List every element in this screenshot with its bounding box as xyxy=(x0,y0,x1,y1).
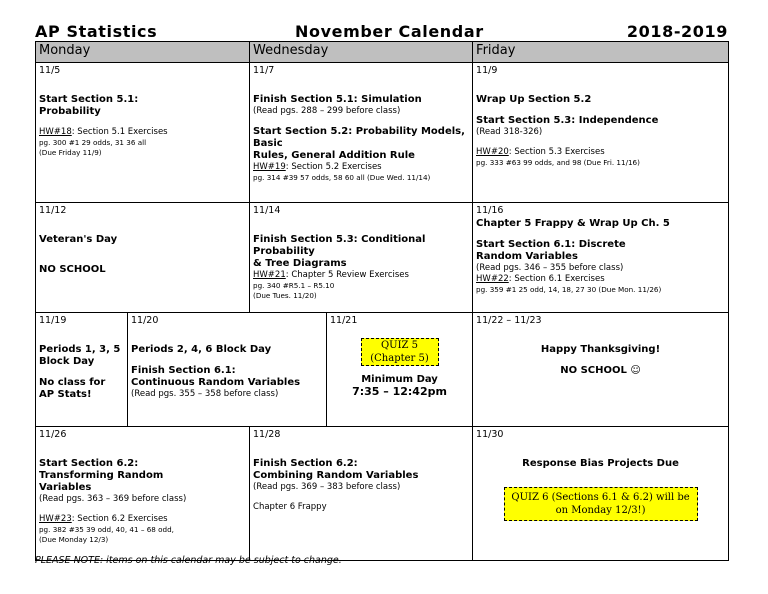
cell-note: Chapter 6 Frappy xyxy=(253,502,327,512)
cell-topic: Finish Section 5.1: Simulation xyxy=(253,94,422,105)
cell-topic: Rules, General Addition Rule xyxy=(253,150,415,161)
hw-pages: pg. 300 #1 29 odds, 31 36 all xyxy=(39,138,147,147)
day-cell xyxy=(128,313,327,427)
cell-date: 11/16 xyxy=(476,205,504,216)
hw-text: : Chapter 5 Review Exercises xyxy=(285,270,409,280)
cell-topic: Finish Section 6.2: xyxy=(253,458,358,469)
cell-topic: Combining Random Variables xyxy=(253,470,419,481)
quiz-label: QUIZ 6 (Sections 6.1 & 6.2) will be xyxy=(511,492,690,503)
page-title: November Calendar xyxy=(295,22,484,41)
col-header-monday: Monday xyxy=(36,42,250,63)
day-cell xyxy=(473,313,729,427)
quiz-box xyxy=(361,338,439,366)
cell-topic: Variables xyxy=(39,482,92,493)
reading: (Read pgs. 288 – 299 before class) xyxy=(253,106,401,116)
col-header-wednesday: Wednesday xyxy=(250,42,473,63)
cell-date: 11/22 – 11/23 xyxy=(476,315,542,326)
quiz-detail: (Chapter 5) xyxy=(370,353,429,364)
cell-topic: Happy Thanksgiving! xyxy=(540,344,661,355)
day-cell xyxy=(250,203,473,313)
cell-topic: Finish Section 6.1: xyxy=(131,365,236,376)
cell-date: 11/20 xyxy=(131,315,159,326)
cell-topic: Chapter 5 Frappy & Wrap Up Ch. 5 xyxy=(476,218,670,229)
day-cell xyxy=(250,63,473,203)
hw-label: HW#21 xyxy=(253,270,286,280)
week-row xyxy=(36,313,729,427)
hw-text: : Section 6.2 Exercises xyxy=(71,514,168,524)
cell-topic: Continuous Random Variables xyxy=(131,377,301,388)
hw-label: HW#18 xyxy=(39,127,72,137)
hw-label: HW#19 xyxy=(253,162,286,172)
hw-pages: pg. 382 #35 39 odd, 40, 41 – 68 odd, xyxy=(39,525,174,534)
day-cell xyxy=(473,203,729,313)
week-row xyxy=(36,427,729,561)
reading: (Read pgs. 363 – 369 before class) xyxy=(39,494,187,504)
week-row xyxy=(36,203,729,313)
hw-text: : Section 5.1 Exercises xyxy=(71,127,168,137)
cell-topic: Periods 1, 3, 5 xyxy=(39,344,121,355)
reading: (Read 318-326) xyxy=(476,127,543,137)
hw-label: HW#20 xyxy=(476,147,509,157)
week-row xyxy=(36,63,729,203)
cell-topic: Response Bias Projects Due xyxy=(522,458,679,469)
cell-date: 11/9 xyxy=(476,65,498,76)
reading: (Read pgs. 369 – 383 before class) xyxy=(253,482,401,492)
cell-topic: Start Section 5.1: xyxy=(39,94,139,105)
cell-topic: Random Variables xyxy=(476,251,578,262)
calendar-table xyxy=(35,41,729,561)
quiz-detail: on Monday 12/3!) xyxy=(555,505,646,516)
hw-text: : Section 6.1 Exercises xyxy=(508,274,605,284)
cell-date: 11/19 xyxy=(39,315,67,326)
quiz-label: QUIZ 5 xyxy=(380,340,419,351)
cell-topic: Veteran's Day xyxy=(39,234,118,245)
cell-topic: NO SCHOOL ☺ xyxy=(560,365,641,376)
day-cell xyxy=(36,203,250,313)
cell-topic: & Tree Diagrams xyxy=(253,258,347,269)
cell-topic: 7:35 – 12:42pm xyxy=(352,385,447,398)
day-cell xyxy=(36,313,128,427)
day-cell xyxy=(250,427,473,561)
cell-date: 11/26 xyxy=(39,429,67,440)
cell-topic: Start Section 5.3: Independence xyxy=(476,115,659,126)
cell-topic: No class for xyxy=(39,377,106,388)
day-cell xyxy=(36,427,250,561)
reading: (Read pgs. 355 – 358 before class) xyxy=(131,389,279,399)
cell-date: 11/12 xyxy=(39,205,67,216)
hw-label: HW#22 xyxy=(476,274,509,284)
header-row xyxy=(36,42,729,63)
course-title: AP Statistics xyxy=(35,22,158,41)
hw-label: HW#23 xyxy=(39,514,72,524)
day-cell xyxy=(473,63,729,203)
cell-topic: NO SCHOOL xyxy=(39,264,106,275)
school-year: 2018-2019 xyxy=(626,22,728,41)
hw-text: : Section 5.2 Exercises xyxy=(285,162,382,172)
day-cell xyxy=(327,313,473,427)
hw-due: (Due Tues. 11/20) xyxy=(253,291,317,300)
cell-date: 11/7 xyxy=(253,65,275,76)
col-header-friday: Friday xyxy=(473,42,729,63)
day-cell xyxy=(36,63,250,203)
cell-topic: Start Section 6.2: xyxy=(39,458,139,469)
hw-pages: pg. 333 #63 99 odds, and 98 (Due Fri. 11/16) xyxy=(476,158,640,167)
cell-date: 11/28 xyxy=(253,429,281,440)
cell-date: 11/30 xyxy=(476,429,504,440)
hw-pages: pg. 359 #1 25 odd, 14, 18, 27 30 (Due Mon. 11/26) xyxy=(476,285,662,294)
cell-topic: Start Section 6.1: Discrete xyxy=(476,239,626,250)
cell-date: 11/5 xyxy=(39,65,61,76)
cell-topic: Block Day xyxy=(39,356,95,367)
hw-pages: pg. 314 #39 57 odds, 58 60 all (Due Wed. 11/14) xyxy=(253,173,431,182)
day-cell xyxy=(473,427,729,561)
hw-due: (Due Friday 11/9) xyxy=(39,148,102,157)
hw-due: (Due Monday 12/3) xyxy=(39,535,109,544)
reading: (Read pgs. 346 – 355 before class) xyxy=(476,263,624,273)
cell-date: 11/21 xyxy=(330,315,358,326)
cell-topic: AP Stats! xyxy=(39,389,92,400)
hw-pages: pg. 340 #R5.1 – R5.10 xyxy=(253,281,335,290)
footer-note: PLEASE NOTE: items on this calendar may be subject to change. xyxy=(35,555,342,566)
cell-topic: Wrap Up Section 5.2 xyxy=(476,94,592,105)
cell-topic: Minimum Day xyxy=(361,374,438,385)
cell-topic: Probability xyxy=(39,106,101,117)
cell-topic: Start Section 5.2: Probability Models, Basic xyxy=(253,126,465,149)
cell-topic: Transforming Random xyxy=(39,470,164,481)
cell-topic: Finish Section 5.3: Conditional Probability xyxy=(253,234,426,257)
hw-text: : Section 5.3 Exercises xyxy=(508,147,605,157)
quiz-box xyxy=(504,487,698,521)
cell-date: 11/14 xyxy=(253,205,281,216)
cell-topic: Periods 2, 4, 6 Block Day xyxy=(131,344,272,355)
